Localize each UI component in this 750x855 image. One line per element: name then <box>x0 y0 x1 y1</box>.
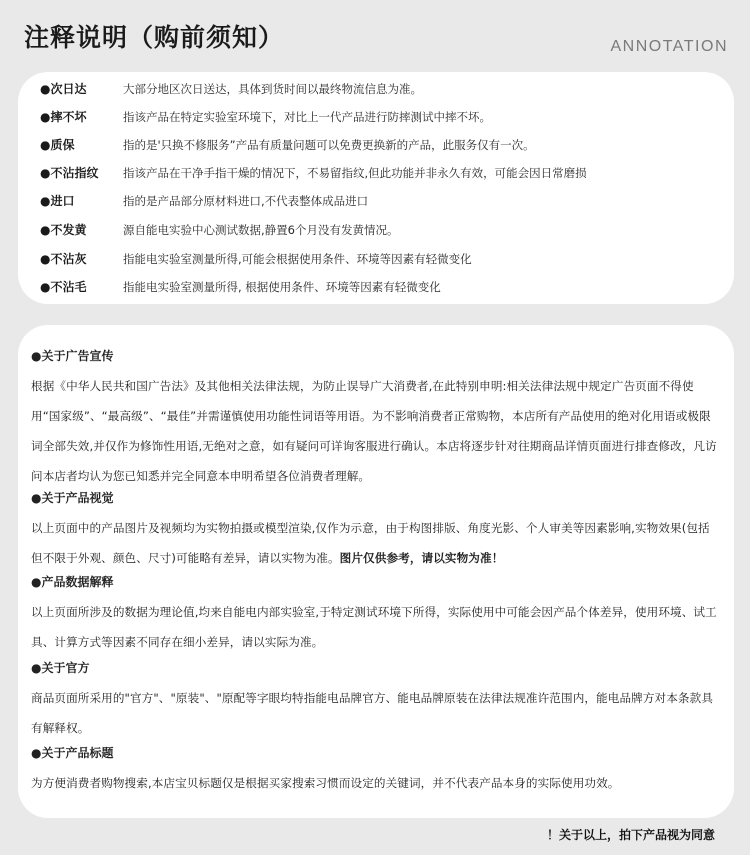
note-text: 源自能电实验中心测试数据,静置6个月没有发黄情况。 <box>123 223 399 237</box>
section-heading: ●关于广告宣传 <box>31 349 114 363</box>
section-heading: ●关于官方 <box>31 661 90 675</box>
disclaimer-card <box>18 325 734 818</box>
note-text: 指的是产品部分原材料进口,不代表整体成品进口 <box>123 194 369 208</box>
section-data <box>31 567 721 657</box>
section-heading: ●关于产品视觉 <box>31 491 114 505</box>
note-label: ●不沾灰 <box>40 252 87 266</box>
section-visual <box>31 483 721 573</box>
section-heading: ●关于产品标题 <box>31 746 114 760</box>
note-text: 大部分地区次日送达，具体到货时间以最终物流信息为准。 <box>123 82 422 96</box>
section-body: 为方便消费者购物搜索,本店宝贝标题仅是根据买家搜索习惯而设定的关键词，并不代表产品本身的实际使用功效。 <box>31 776 620 790</box>
note-label: ●进口 <box>40 194 75 208</box>
section-body: 以上页面中的产品图片及视频均为实物拍摄或模型渲染,仅作为示意，由于构图排版、角度光影、个人审美等因素影响,实物效果(包括但不限于外观、颜色、尺寸)可能略有差异，请以实物为准。 <box>31 521 710 565</box>
note-row <box>40 220 398 240</box>
section-official <box>31 653 721 743</box>
section-body: 商品页面所采用的"官方"、"原装"、"原配等字眼均特指能电品牌官方、能电品牌原装在法律法规准许范围内，能电品牌方对本条款具有解释权。 <box>31 691 714 735</box>
section-body: 根据《中华人民共和国广告法》及其他相关法律法规，为防止误导广大消费者,在此特别申明:相关法律法规中规定广告页面不得使用“国家级”、“最高级”、“最佳”并需谨慎使用功能性词语等用语。为不影响消费者正常购物，本店所有产品使用的绝对化用语或极限词全部失效,并仅作为修饰性用语,无绝对之意，如有疑问可详询客服进行确认。本店将逐步针对往期商品详情页面进行排查修改，凡访问本店者均认为您已知悉并完全同意本申明希望各位消费者理解。 <box>31 379 717 483</box>
note-text: 指该产品在特定实验室环境下，对比上一代产品进行防摔测试中摔不坏。 <box>123 110 491 124</box>
note-text: 指能电实验室测量所得, 根据使用条件、环境等因素有轻微变化 <box>123 280 441 294</box>
section-heading: ●产品数据解释 <box>31 575 114 589</box>
note-row <box>40 191 368 211</box>
page-title: 注释说明（购前须知） <box>24 23 285 52</box>
page-subtitle: ANNOTATION <box>610 38 728 55</box>
note-text: 指能电实验室测量所得,可能会根据使用条件、环境等因素有轻微变化 <box>123 252 472 266</box>
note-text: 指该产品在干净手指干燥的情况下，不易留指纹,但此功能并非永久有效，可能会因日常磨损 <box>123 166 587 180</box>
note-row <box>40 135 535 155</box>
note-row <box>40 277 441 297</box>
footer-notice: ！关于以上，拍下产品视为同意 <box>546 828 715 842</box>
note-label: ●不沾指纹 <box>40 166 99 180</box>
note-text: 指的是'只换不修服务”产品有质量问题可以免费更换新的产品，此服务仅有一次。 <box>123 138 535 152</box>
section-body: 以上页面所涉及的数据为理论值,均来自能电内部实验室,于特定测试环境下所得，实际使用中可能会因产品个体差异，使用环境、试工具、计算方式等因素不同存在细小差异，请以实际为准。 <box>31 605 717 649</box>
note-label: ●质保 <box>40 138 75 152</box>
note-row <box>40 107 491 127</box>
notes-card <box>18 72 734 304</box>
section-advertising <box>31 341 721 491</box>
note-label: ●不发黄 <box>40 223 87 237</box>
note-label: ●不沾毛 <box>40 280 87 294</box>
note-row <box>40 163 587 183</box>
note-label: ●摔不坏 <box>40 110 87 124</box>
note-label: ●次日达 <box>40 82 87 96</box>
note-row <box>40 249 472 269</box>
note-row <box>40 79 422 99</box>
section-emphasis: 图片仅供参考，请以实物为准！ <box>339 551 504 565</box>
section-title <box>31 738 721 798</box>
